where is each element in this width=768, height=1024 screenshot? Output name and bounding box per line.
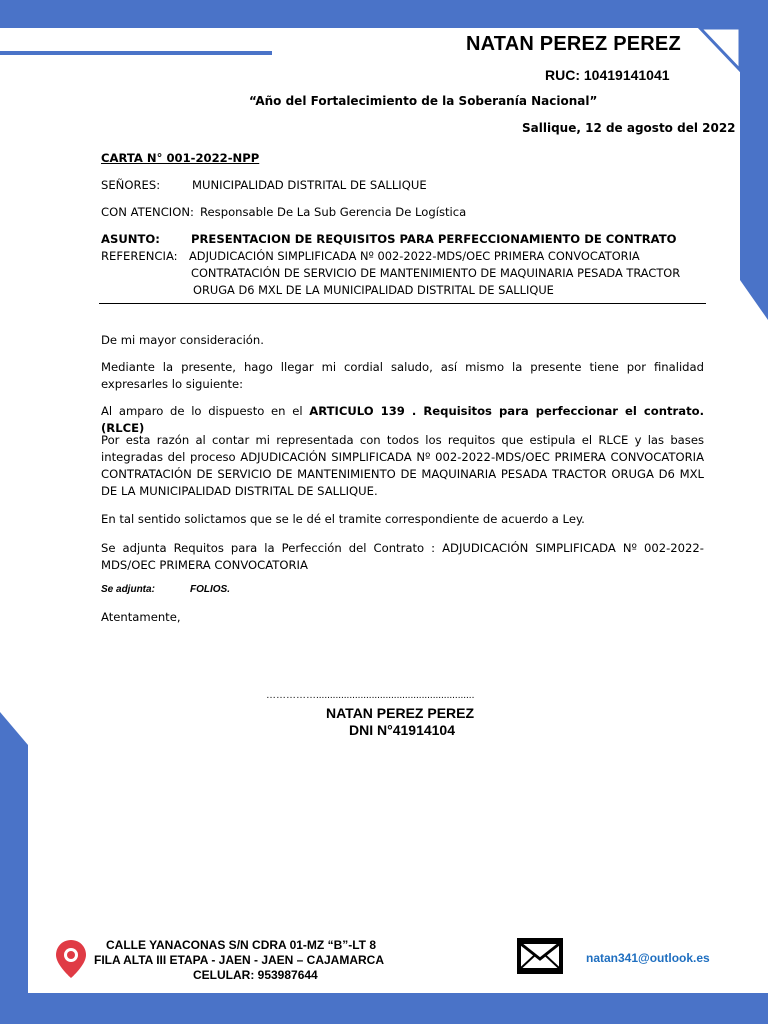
right-ribbon [700,28,740,70]
referencia-label: REFERENCIA: [101,249,178,263]
address-line-2: FILA ALTA III ETAPA - JAEN - JAEN – CAJAMARCA [94,953,385,967]
paragraph-3: Por esta razón al contar mi representada con todos los requitos que estipula el RLCE y las bases integradas del proceso ADJUDICACIÓN SIMPLIFICADA Nº 002-2022-MDS/OEC PRIMERA CONVOCATORIA CONTRATACIÓN DE SERVICIO DE MANTENIMIENTO DE MAQUINARIA PESADA TRACTOR ORUGA D6 MXL DE LA MUNICIPALIDAD DISTRITAL DE SALLIQUE. [101,433,704,498]
referencia-line3: ORUGA D6 MXL DE LA MUNICIPALIDAD DISTRITAL DE SALLIQUE [193,283,554,297]
referencia-line2: CONTRATACIÓN DE SERVICIO DE MANTENIMIENTO DE MAQUINARIA PESADA TRACTOR [191,266,681,280]
paragraph-2-prefix: Al amparo de lo dispuesto en el [101,404,310,418]
location-pin-icon [55,939,87,979]
atencion-value: Responsable De La Sub Gerencia De Logística [200,205,467,219]
place-date: Sallique, 12 de agosto del 2022 [522,121,736,135]
signature-name: NATAN PEREZ PEREZ [326,705,475,721]
greeting: De mi mayor consideración. [101,333,264,347]
phone: CELULAR: 953987644 [193,968,318,982]
reference-divider [99,303,706,304]
address-line-1: CALLE YANACONAS S/N CDRA 01-MZ “B”-LT 8 [106,938,377,952]
asunto-label: ASUNTO: [101,232,160,246]
closing: Atentamente, [101,610,181,624]
signature-dots: ……………......................................................... [266,690,475,701]
paragraph-5: Se adjunta Requitos para la Perfección del Contrato : ADJUDICACIÓN SIMPLIFICADA Nº 002-2022-MDS/OEC PRIMERA CONVOCATORIA [101,541,704,572]
year-motto: “Año del Fortalecimiento de la Soberanía Nacional” [249,94,598,108]
email-link[interactable]: natan341@outlook.es [586,951,710,965]
asunto-value: PRESENTACION DE REQUISITOS PARA PERFECCIONAMIENTO DE CONTRATO [191,232,677,246]
bottom-band [0,993,768,1024]
right-vertical-band [740,0,768,320]
senores-value: MUNICIPALIDAD DISTRITAL DE SALLIQUE [192,178,427,192]
adjunta-value: FOLIOS. [190,584,230,595]
signature-dni: DNI N°41914104 [349,722,455,738]
header-ruc: RUC: 10419141041 [545,67,670,83]
carta-number: CARTA N° 001-2022-NPP [101,151,260,165]
paragraph-1: Mediante la presente, hago llegar mi cordial saludo, así mismo la presente tiene por finalidad expresarles lo siguiente: [101,360,704,391]
header-name: NATAN PEREZ PEREZ [466,33,681,55]
senores-label: SEÑORES: [101,178,161,192]
left-bottom-band [0,712,28,1000]
paragraph-4: En tal sentido solictamos que se le dé el tramite correspondiente de acuerdo a Ley. [101,512,585,526]
referencia-line1: ADJUDICACIÓN SIMPLIFICADA Nº 002-2022-MDS/OEC PRIMERA CONVOCATORIA [189,249,640,263]
atencion-label: CON ATENCION: [101,205,194,219]
paragraph-2-bold: ARTICULO 139 . Requisitos para perfeccionar el contrato. (RLCE) [101,404,704,435]
header-rule [0,51,272,55]
envelope-icon [517,938,563,974]
adjunta-label: Se adjunta: [101,584,155,595]
top-band [0,0,768,28]
